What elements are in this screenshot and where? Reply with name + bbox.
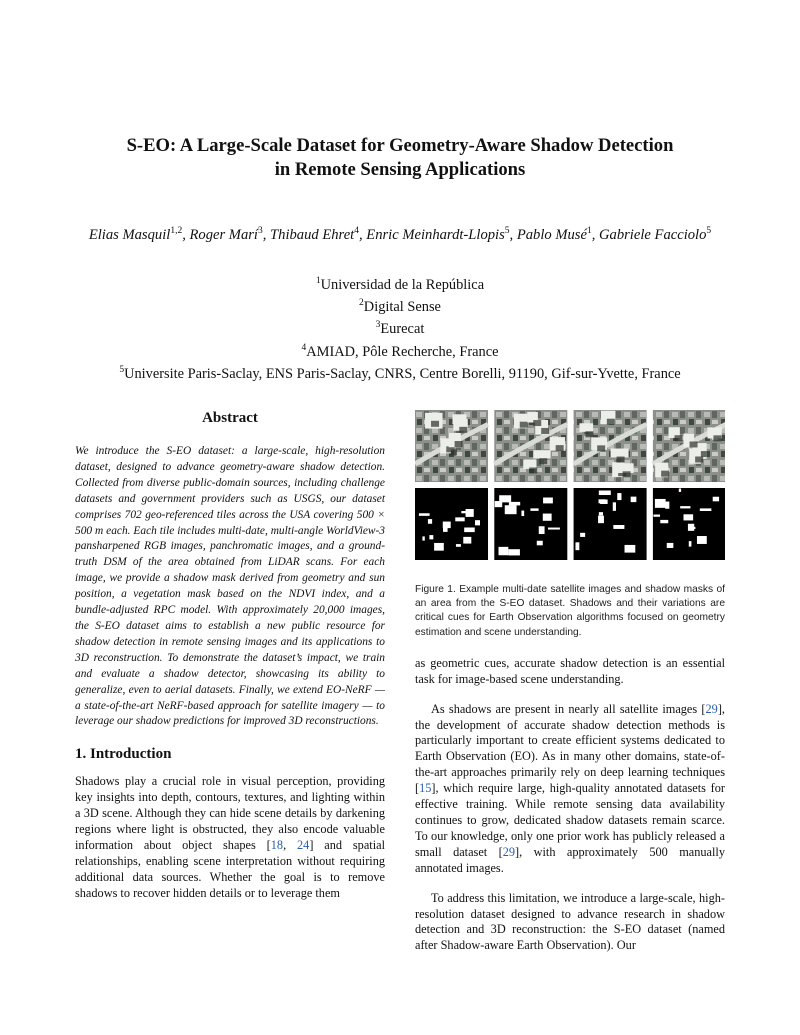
left-column: [75, 408, 385, 902]
title-line-1: S-EO: A Large-Scale Dataset for Geometry-Aware Shadow Detection: [126, 135, 674, 156]
affiliation: $^2$Digital Sense: [359, 298, 441, 315]
satellite-image-tile: [415, 410, 488, 482]
shadow-mask-tile: [415, 488, 488, 560]
citation-link[interactable]: 18: [270, 837, 284, 852]
author: Thibaud Ehret$^4$,: [270, 226, 367, 243]
citation-link[interactable]: 15: [419, 781, 432, 796]
intro-paragraph-1: Shadows play a crucial role in visual perception, providing key insights into depth, contours, textures, and lighting within a 3D scene. Although they can hide scene details by darkening regions where light is obstructed, they also encode valuable information about object shapes [18, 24] and spatial relationships, enabling scene interpretation without requiring additional data sources. Whether the goal is to remove shadows to recover hidden details or to leverage them: [75, 774, 385, 900]
satellite-image-tile: [574, 410, 647, 482]
author: Roger Marí$^3$,: [189, 226, 271, 243]
shadow-mask-tile: [653, 488, 725, 560]
citation-link[interactable]: 29: [705, 701, 718, 716]
abstract-heading: Abstract: [202, 410, 258, 426]
satellite-image-tile: [653, 410, 725, 482]
figure-1-image-grid: [415, 410, 725, 568]
abstract-text: We introduce the S-EO dataset: a large-scale, high-resolution dataset, designed to advance geometry-aware shadow detection. Collected from diverse public-domain sources, including challenge datasets and government providers such as USGS, our dataset comprises 702 geo-referenced tiles across the USA covering 500 × 500 m each. Each tile includes multi-date, multi-angle WorldView-3 pansharpened RGB images, panchromatic images, and a ground-truth DSM of the area obtained from LiDAR scans. For each image, we provide a shadow mask derived from geometry and sun position, a vegetation mask based on the NDVI index, and a bundle-adjusted RPC model. With approximately 20,000 images, the S-EO dataset aims to establish a new public resource for shadow detection in remote sensing images and its applications to 3D reconstruction. To demonstrate the dataset’s impact, we train and evaluate a shadow detector, showcasing its ability to generalize, even to aerial datasets. Finally, we extend EO-NeRF — a state-of-the-art NeRF-based approach for satellite imagery — to leverage our shadow predictions for improved 3D reconstructions.: [75, 445, 385, 728]
author-list: [70, 222, 730, 245]
author: Gabriele Facciolo$^5$: [599, 226, 712, 243]
title-line-2: in Remote Sensing Applications: [274, 159, 526, 180]
intro-paragraph-1-continued: as geometric cues, accurate shadow detection is an essential task for image-based scene understanding.: [415, 655, 725, 686]
affiliation-list: [40, 272, 760, 383]
citation-link[interactable]: 29: [502, 844, 516, 859]
intro-paragraph-3: To address this limitation, we introduce a large-scale, high-resolution dataset designed to advance research in shadow detection and 3D reconstruction: the S-EO dataset (named after Shadow-aware Earth Observation). Our: [415, 890, 725, 953]
affiliation: $^3$Eurecat: [375, 320, 425, 338]
affiliation: $^1$Universidad de la República: [315, 276, 485, 293]
citation-link[interactable]: 24: [297, 837, 310, 852]
shadow-mask-tile: [494, 488, 567, 560]
paper-title: [60, 134, 740, 182]
right-column: [415, 410, 725, 954]
author: Elias Masquil$^{1,2}$,: [88, 226, 190, 243]
author: Pablo Musé$^1$,: [516, 226, 599, 243]
shadow-mask-tile: [574, 488, 647, 560]
satellite-image-tile: [494, 410, 567, 482]
author: Enric Meinhardt-Llopis$^5$,: [366, 226, 517, 243]
intro-heading: 1. Introduction: [75, 746, 172, 763]
affiliation: $^5$Universite Paris-Saclay, ENS Paris-Saclay, CNRS, Centre Borelli, 91190, Gif-sur-Yvette, France: [119, 364, 681, 382]
intro-paragraph-2: As shadows are present in nearly all satellite images [29], the development of accurate shadow detection methods is particularly important to create efficient systems dedicated to Earth Observation (EO). As in many other domains, state-of-the-art approaches primarily rely on deep learning techniques [15], which require large, high-quality annotated datasets for effective training. While remote sensing data availability continues to grow, dedicated shadow datasets remain scarce. To our knowledge, only one prior work has publicly released a small dataset [29], with approximately 500 manually annotated images.: [415, 701, 725, 875]
figure-1-caption: Figure 1. Example multi-date satellite images and shadow masks of an area from the S-EO dataset. Shadows and their variations are critical cues for Earth Observation algorithms focused on geometry estimation and scene understanding.: [415, 584, 725, 638]
affiliation: $^4$AMIAD, Pôle Recherche, France: [301, 342, 499, 360]
